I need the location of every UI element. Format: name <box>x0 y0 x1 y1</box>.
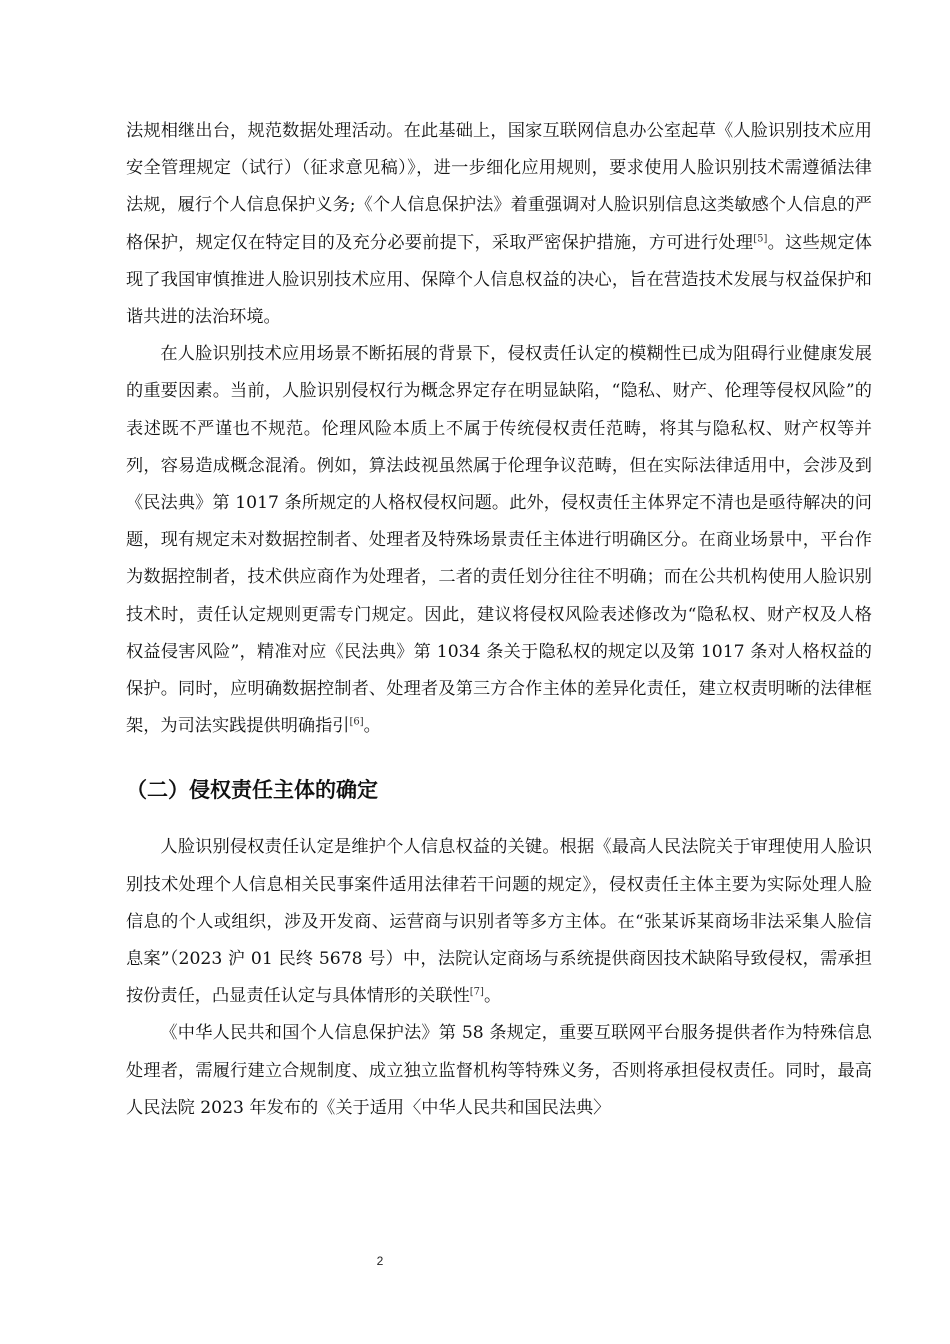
paragraph-2-text: 在人脸识别技术应用场景不断拓展的背景下，侵权责任认定的模糊性已成为阻碍行业健康发展的重要因素。当前，人脸识别侵权行为概念界定存在明显缺陷，“隐私、财产、伦理等侵权风险”的表述既不严谨也不规范。伦理风险本质上不属于传统侵权责任范畴，将其与隐私权、财产权等并列，容易造成概念混淆。例如，算法歧视虽然属于伦理争议范畴，但在实际法律适用中，会涉及到《民法典》第 1017 条所规定的人格权侵权问题。此外，侵权责任主体界定不清也是亟待解决的问题，现有规定未对数据控制者、处理者及特殊场景责任主体进行明确区分。在商业场景中，平台作为数据控制者，技术供应商作为处理者，二者的责任划分往往不明确；而在公共机构使用人脸识别技术时，责任认定规则更需专门规定。因此，建议将侵权风险表述修改为“隐私权、财产权及人格权益侵害风险”，精准对应《民法典》第 1034 条关于隐私权的规定以及第 1017 条对人格权益的保护。同时，应明确数据控制者、处理者及第三方合作主体的差异化责任，建立权责明晰的法律框架，为司法实践提供明确指引 <box>126 344 872 737</box>
page-number: 2 <box>376 1254 384 1268</box>
paragraph-1-tail: 。这些规定体现了我国审慎推进人脸识别技术应用、保障个人信息权益的决心，旨在营造技术发展与权益保护和谐共进的法治环境。 <box>126 232 872 328</box>
paragraph-2 <box>126 336 872 745</box>
paragraph-2-tail: 。 <box>363 716 381 737</box>
paragraph-1-text: 法规相继出台，规范数据处理活动。在此基础上，国家互联网信息办公室起草《人脸识别技术应用安全管理规定（试行）（征求意见稿）》，进一步细化应用规则，要求使用人脸识别技术需遵循法律法规，履行个人信息保护义务;《个人信息保护法》着重强调对人脸识别信息这类敏感个人信息的严格保护，规定仅在特定目的及充分必要前提下，采取严密保护措施，方可进行处理 <box>126 121 872 253</box>
paragraph-4-text: 《中华人民共和国个人信息保护法》第 58 条规定，重要互联网平台服务提供者作为特殊信息处理者，需履行建立合规制度、成立独立监督机构等特殊义务，否则将承担侵权责任。同时，最高人民法院 2023 年发布的《关于适用〈中华人民共和国民法典〉 <box>126 1023 872 1118</box>
paragraph-3-tail: 。 <box>483 986 502 1007</box>
citation-6: [6] <box>349 716 364 728</box>
paragraph-3 <box>126 829 872 1015</box>
paragraph-3-text: 人脸识别侵权责任认定是维护个人信息权益的关键。根据《最高人民法院关于审理使用人脸识别技术处理个人信息相关民事案件适用法律若干问题的规定》，侵权责任主体主要为实际处理人脸信息的个人或组织，涉及开发商、运营商与识别者等多方主体。在“张某诉某商场非法采集人脸信息案”（2023 沪 01 民终 5678 号）中，法院认定商场与系统提供商因技术缺陷导致侵权，需承担按份责任，凸显责任认定与具体情形的关联性 <box>126 837 872 1007</box>
citation-7: [7] <box>469 986 484 998</box>
paragraph-4 <box>126 1015 872 1127</box>
paragraph-1 <box>126 113 872 336</box>
body-text <box>126 113 872 1127</box>
section-heading: （二）侵权责任主体的确定 <box>126 778 378 803</box>
citation-5: [5] <box>753 232 768 244</box>
